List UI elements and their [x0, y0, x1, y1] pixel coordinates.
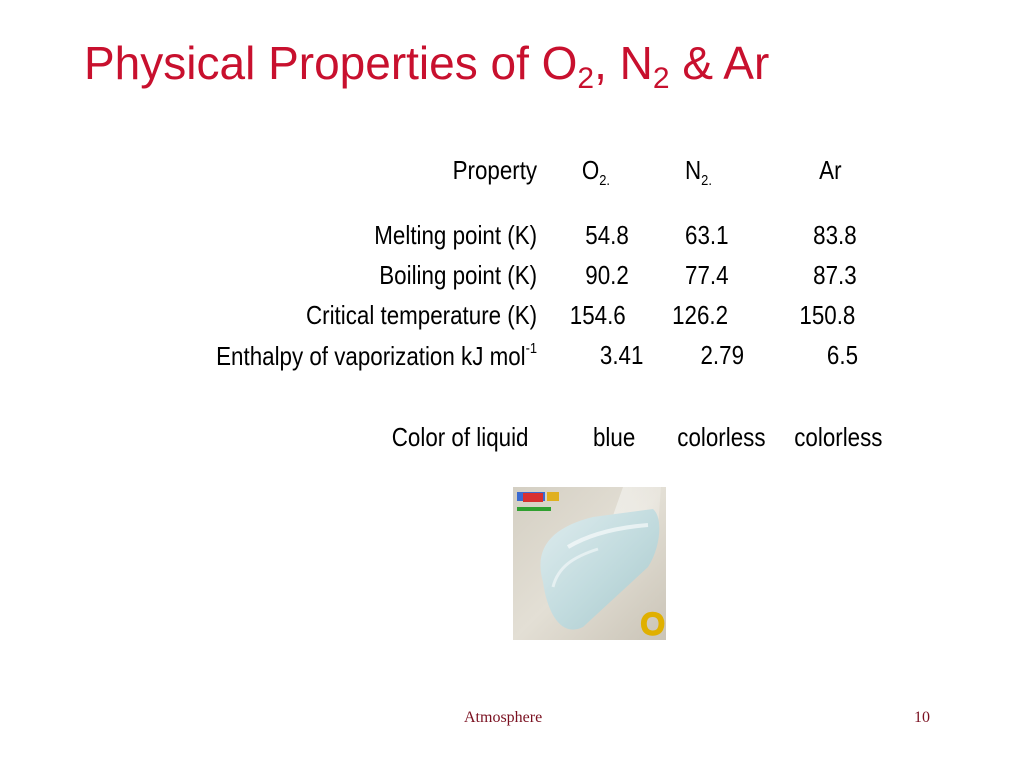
slide-title: Physical Properties of $O_2$, $N_2$ & Ar	[84, 37, 770, 95]
row-o2-value: 54.8	[585, 220, 629, 250]
row-n2-value: 77.4	[685, 260, 729, 290]
row-label: Critical temperature (K)	[305, 300, 538, 330]
liquid-oxygen-photo	[513, 487, 666, 640]
header-n2: $N_{2.}$	[685, 155, 712, 189]
row-o2-value: 154.6	[569, 300, 626, 330]
table-row	[120, 300, 911, 336]
row-ar-value: 6.5	[826, 340, 859, 370]
row-ar-value: colorless	[794, 422, 883, 452]
header-property: Property	[452, 155, 538, 185]
row-n2-value: colorless	[677, 422, 766, 452]
row-ar-value: 87.3	[813, 260, 857, 290]
row-label: Color of liquid	[391, 422, 529, 452]
test-tube-image	[513, 487, 666, 640]
row-ar-value: 150.8	[799, 300, 856, 330]
row-n2-value: 126.2	[672, 300, 729, 330]
row-ar-value: 83.8	[813, 220, 857, 250]
row-label: Boiling point (K)	[379, 260, 538, 290]
table-header	[120, 155, 911, 191]
row-o2-value: blue	[593, 422, 636, 452]
header-o2: $O_{2.}$	[581, 155, 610, 189]
table-row	[120, 220, 911, 256]
footer-title: Atmosphere	[464, 709, 543, 726]
photo-letter: O	[641, 608, 665, 640]
row-label: Melting point (K)	[374, 220, 538, 250]
header-ar: Ar	[819, 155, 842, 185]
table-row	[120, 340, 911, 376]
row-n2-value: 2.79	[700, 340, 745, 370]
page-number: 10	[914, 709, 930, 726]
row-n2-value: 63.1	[685, 220, 729, 250]
row-label: Enthalpy of vaporization kJ mol$^{-1}$	[216, 340, 538, 371]
row-o2-value: 90.2	[585, 260, 629, 290]
table-row	[120, 260, 911, 296]
table-row-color	[120, 422, 980, 458]
row-o2-value: 3.41	[599, 340, 644, 370]
